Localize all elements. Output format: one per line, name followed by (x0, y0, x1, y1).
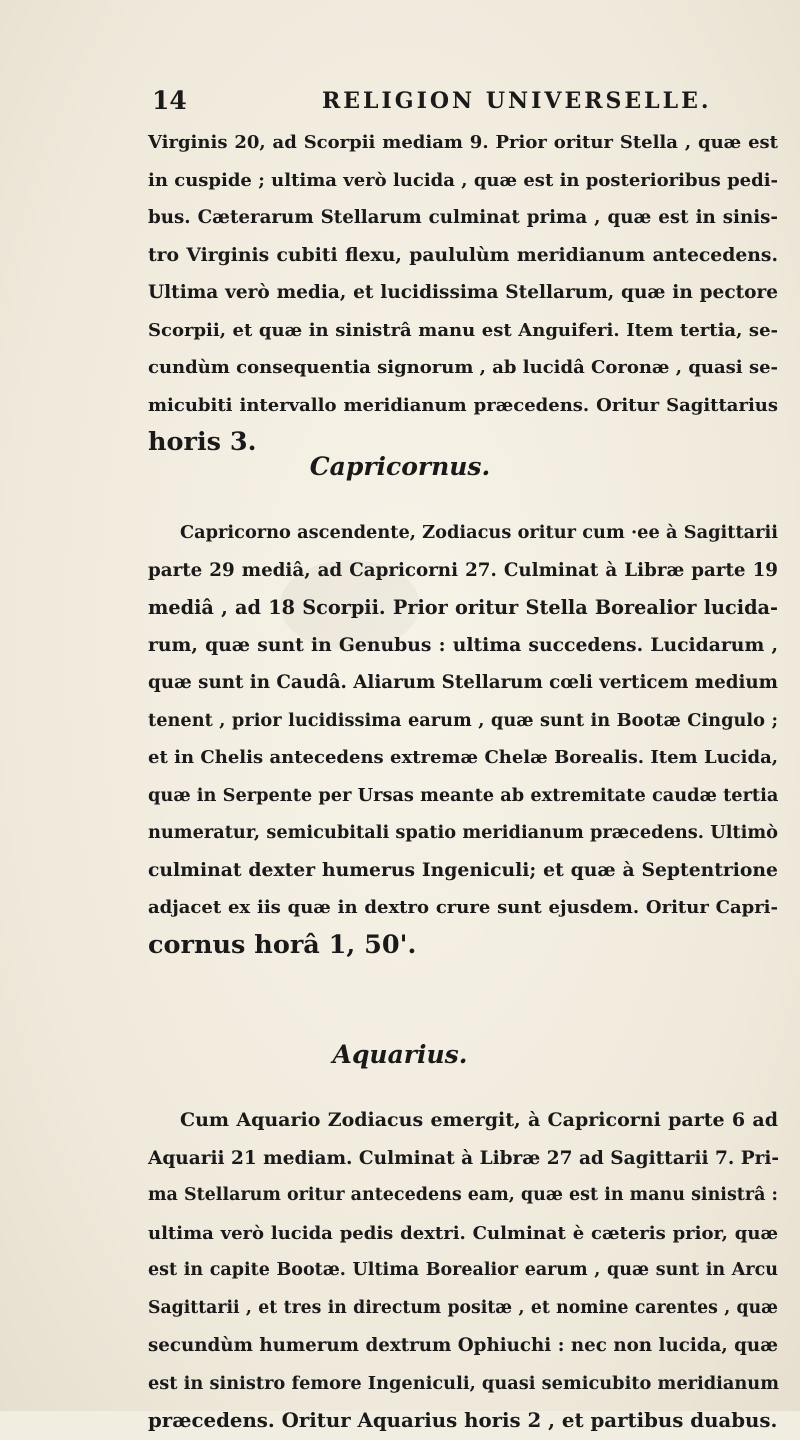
text-line: mediâ , ad 18 Scorpii. Prior oritur Stella Borealior lucida- (148, 596, 778, 619)
text-line: Capricorno ascendente, Zodiacus oritur cum ·ee à Sagittarii (180, 522, 778, 543)
text-line: cornus horâ 1, 50'. (148, 929, 417, 960)
text-line: tenent , prior lucidissima earum , quæ sunt in Bootæ Cingulo ; (148, 709, 778, 731)
page-header (152, 86, 752, 118)
text-line: Scorpii, et quæ in sinistrâ manu est Anguiferi. Item tertia, se- (148, 319, 778, 341)
text-line: horis 3. (148, 427, 257, 457)
text-line: est in capite Bootæ. Ultima Borealior earum , quæ sunt in Arcu (148, 1260, 778, 1280)
text-line: præcedens. Oritur Aquarius horis 2 , et partibus duabus. (148, 1408, 778, 1432)
section-title-aquarius: Aquarius. (332, 1040, 468, 1069)
text-line: bus. Cæterarum Stellarum culminat prima , quæ est in sinis- (148, 207, 778, 228)
text-line: quæ sunt in Caudâ. Aliarum Stellarum cœli verticem medium (148, 672, 778, 693)
text-line: est in sinistro femore Ingeniculi, quasi semicubito meridianum (148, 1372, 779, 1394)
text-line: numeratur, semicubitali spatio meridianum præcedens. Ultimò (148, 822, 778, 843)
text-line: et in Chelis antecedens extremæ Chelæ Borealis. Item Lucida, (148, 747, 778, 768)
text-line: Cum Aquario Zodiacus emergit, à Capricorni parte 6 ad (180, 1109, 778, 1131)
text-line: in cuspide ; ultima verò lucida , quæ est in posterioribus pedi- (148, 169, 778, 191)
text-line: rum, quæ sunt in Genubus : ultima succedens. Lucidarum , (148, 633, 778, 656)
text-line: Virginis 20, ad Scorpii mediam 9. Prior oritur Stella , quæ est (148, 132, 778, 153)
paragraph-capricornus (148, 514, 778, 964)
text-line: ultima verò lucida pedis dextri. Culminat è cæteris prior, quæ (148, 1222, 778, 1244)
page-number: 14 (152, 86, 187, 115)
text-line: ma Stellarum oritur antecedens eam, quæ est in manu sinistrâ : (148, 1185, 778, 1205)
text-line: tro Virginis cubiti flexu, paululùm meridianum antecedens. (148, 243, 778, 266)
text-line: parte 29 mediâ, ad Capricorni 27. Culminat à Libræ parte 19 (148, 559, 778, 581)
running-head: RELIGION UNIVERSELLE. (322, 88, 712, 114)
section-title-capricornus: Capricornus. (309, 452, 491, 481)
paragraph-aquarius (148, 1102, 778, 1440)
text-line: culminat dexter humerus Ingeniculi; et quæ à Septentrione (148, 858, 778, 881)
text-line: micubiti intervallo meridianum præcedens. Oritur Sagittarius (148, 394, 778, 416)
text-line: secundùm humerum dextrum Ophiuchi : nec non lucida, quæ (148, 1335, 778, 1356)
paragraph-virgo-end (148, 124, 778, 462)
text-line: quæ in Serpente per Ursas meante ab extremitate caudæ tertia (148, 784, 779, 806)
text-line: Ultima verò media, et lucidissima Stellarum, quæ in pectore (148, 282, 778, 303)
text-line: Sagittarii , et tres in directum positæ , et nomine carentes , quæ (148, 1297, 778, 1318)
text-line: adjacet ex iis quæ in dextro crure sunt ejusdem. Oritur Capri- (148, 897, 778, 918)
text-line: cundùm consequentia signorum , ab lucidâ Coronæ , quasi se- (148, 357, 778, 378)
text-line: Aquarii 21 mediam. Culminat à Libræ 27 ad Sagittarii 7. Pri- (148, 1147, 780, 1169)
